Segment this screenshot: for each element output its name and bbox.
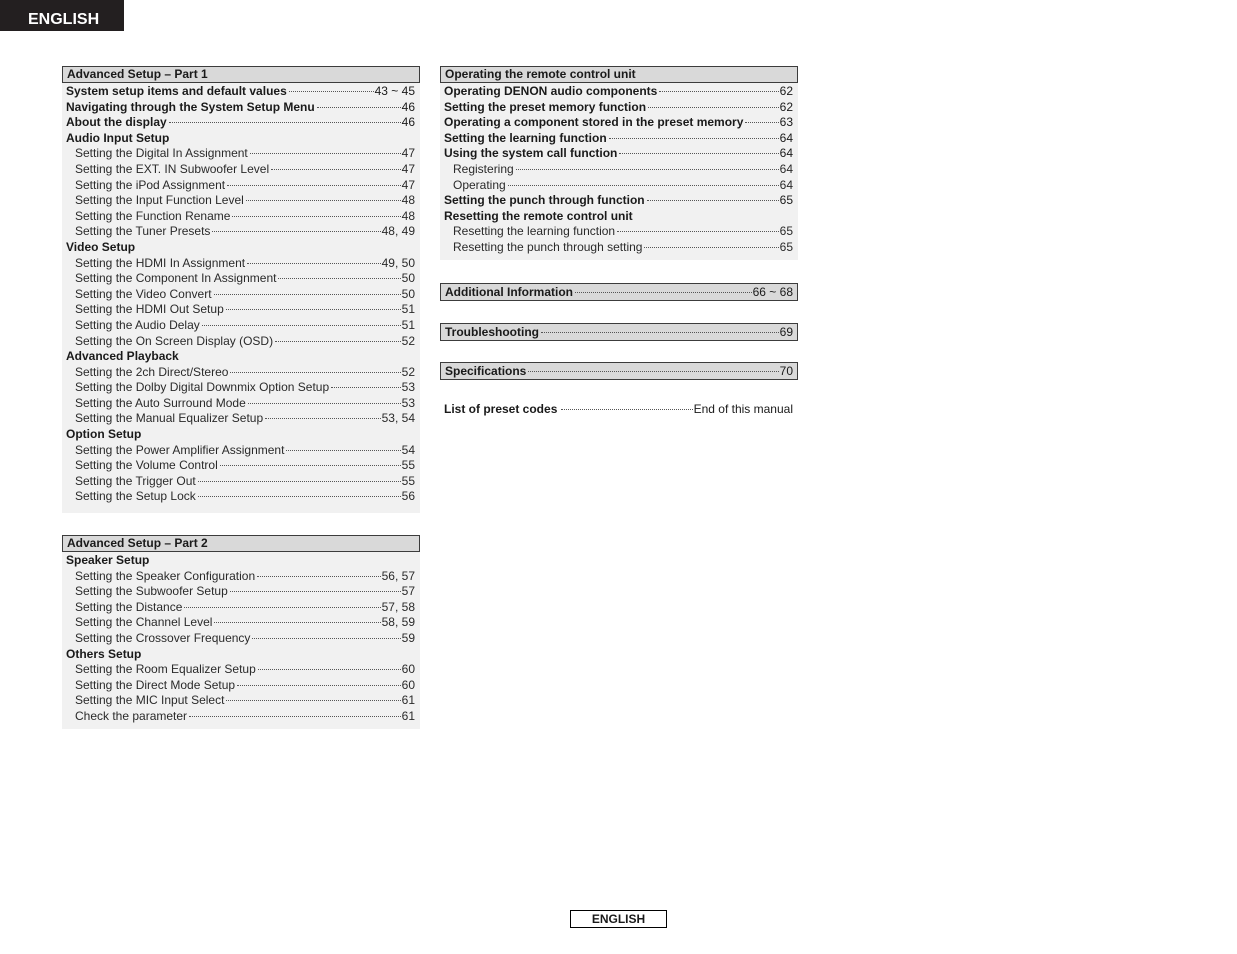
toc-group-heading (66, 131, 415, 147)
section-header: Operating the remote control unit (440, 66, 798, 83)
entry-title: Setting the Crossover Frequency (75, 630, 251, 645)
toc-list (440, 83, 798, 258)
dot-leader (202, 325, 401, 326)
toc-group-heading (66, 349, 415, 365)
entry-title: Setting the Tuner Presets (75, 224, 211, 239)
entry-title: Setting the Channel Level (75, 615, 213, 630)
toc-entry[interactable] (66, 693, 415, 709)
toc-entry[interactable] (444, 193, 793, 209)
entry-page: 59 (401, 630, 415, 645)
language-tab: ENGLISH (0, 0, 124, 31)
dot-leader (230, 372, 400, 373)
entry-title: Setting the iPod Assignment (75, 177, 226, 192)
entry-title: Troubleshooting (445, 325, 539, 339)
toc-entry[interactable] (66, 256, 415, 272)
entry-page: 49, 50 (381, 255, 415, 270)
entry-page: 47 (401, 161, 415, 176)
entry-title: Setting the EXT. IN Subwoofer Level (75, 161, 270, 176)
toc-entry[interactable] (444, 162, 793, 178)
dot-leader (214, 622, 380, 623)
entry-page: 48 (401, 193, 415, 208)
dot-leader (647, 200, 779, 201)
entry-page: 64 (779, 130, 793, 145)
entry-title: Setting the On Screen Display (OSD) (75, 333, 274, 348)
dot-leader (252, 638, 400, 639)
entry-title: Setting the Video Convert (75, 286, 212, 301)
toc-entry[interactable] (66, 146, 415, 162)
toc-entry[interactable] (66, 443, 415, 459)
entry-page: 47 (401, 177, 415, 192)
dot-leader (609, 138, 779, 139)
dot-leader (248, 403, 401, 404)
dot-leader (246, 200, 401, 201)
toc-entry[interactable] (444, 178, 793, 194)
entry-title: Audio Input Setup (66, 130, 170, 145)
entry-page: 61 (401, 708, 415, 723)
toc-entry[interactable] (66, 178, 415, 194)
entry-page: 55 (401, 473, 415, 488)
entry-title: Option Setup (66, 427, 142, 442)
entry-page: 52 (401, 364, 415, 379)
entry-title: Operating DENON audio components (444, 84, 658, 98)
entry-title: Setting the Function Rename (75, 208, 231, 223)
dot-leader (232, 216, 400, 217)
toc-entry[interactable] (66, 569, 415, 585)
toc-entry[interactable] (66, 615, 415, 631)
dot-leader (617, 231, 779, 232)
dot-leader (271, 169, 401, 170)
entry-page: 56 (401, 489, 415, 504)
entry-title: Setting the punch through function (444, 193, 645, 208)
dot-leader (528, 371, 778, 372)
toc-entry[interactable] (66, 584, 415, 600)
entry-title: Setting the Direct Mode Setup (75, 677, 236, 692)
toc-entry[interactable] (66, 678, 415, 694)
toc-entry[interactable] (444, 131, 793, 147)
entry-page: 65 (779, 224, 793, 239)
entry-page: 64 (779, 177, 793, 192)
entry-title: Setting the Subwoofer Setup (75, 584, 228, 599)
footer-language-label: ENGLISH (570, 910, 667, 928)
entry-title: Additional Information (445, 285, 573, 299)
entry-title: Resetting the punch through setting (453, 239, 643, 254)
toc-entry[interactable] (444, 84, 793, 100)
entry-page: 48, 49 (381, 224, 415, 239)
entry-title: Video Setup (66, 239, 136, 254)
entry-title: Setting the Power Amplifier Assignment (75, 442, 285, 457)
toc-entry[interactable] (66, 662, 415, 678)
dot-leader (198, 481, 401, 482)
dot-leader (212, 231, 380, 232)
dot-leader (331, 387, 401, 388)
entry-title: Setting the Setup Lock (75, 489, 196, 504)
toc-entry[interactable] (66, 489, 415, 505)
dot-leader (237, 685, 401, 686)
section-header: Advanced Setup – Part 2 (62, 535, 420, 552)
dot-leader (169, 122, 401, 123)
entry-title: Operating a component stored in the preset memory (444, 115, 744, 130)
toc-entry[interactable] (66, 162, 415, 178)
entry-title: Advanced Playback (66, 349, 179, 364)
toc-entry[interactable] (444, 224, 793, 240)
toc-entry[interactable] (66, 271, 415, 287)
dot-leader (659, 91, 778, 92)
toc-entry[interactable] (66, 365, 415, 381)
entry-title: Setting the Volume Control (75, 458, 218, 473)
dot-leader (214, 294, 401, 295)
entry-title: Navigating through the System Setup Menu (66, 99, 315, 114)
entry-title: Using the system call function (444, 146, 618, 161)
entry-title: Setting the Speaker Configuration (75, 568, 256, 583)
toc-entry[interactable] (66, 334, 415, 350)
toc-section-remote (440, 66, 798, 260)
dot-leader (250, 153, 401, 154)
toc-entry[interactable] (66, 318, 415, 334)
entry-title: Operating (453, 177, 506, 192)
dot-leader (508, 185, 779, 186)
dot-leader (317, 107, 401, 108)
entry-title: Speaker Setup (66, 553, 150, 567)
dot-leader (198, 496, 401, 497)
entry-page: 46 (401, 99, 415, 114)
entry-page: 53 (401, 395, 415, 410)
entry-title: Setting the 2ch Direct/Stereo (75, 364, 229, 379)
dot-leader (247, 263, 381, 264)
entry-page: 63 (779, 115, 793, 130)
toc-section-part1 (62, 66, 420, 513)
dot-leader (220, 465, 401, 466)
dot-leader (745, 122, 778, 123)
dot-leader (265, 418, 381, 419)
entry-page: 60 (401, 677, 415, 692)
entry-page: 66 ~ 68 (752, 285, 793, 299)
dot-leader (226, 700, 400, 701)
dot-leader (286, 450, 400, 451)
dot-leader (561, 409, 692, 410)
entry-title: Check the parameter (75, 708, 188, 723)
entry-title: About the display (66, 115, 167, 130)
entry-page: 61 (401, 693, 415, 708)
entry-page: 56, 57 (381, 568, 415, 583)
entry-title: Resetting the learning function (453, 224, 616, 239)
dot-leader (227, 185, 401, 186)
toc-entry[interactable] (66, 115, 415, 131)
toc-list (62, 83, 420, 507)
toc-entry[interactable] (66, 224, 415, 240)
entry-title: Setting the Dolby Digital Downmix Option Setup (75, 380, 330, 395)
dot-leader (644, 247, 778, 248)
entry-page: 64 (779, 161, 793, 176)
toc-entry[interactable] (66, 100, 415, 116)
toc-entry-additional-information[interactable] (440, 283, 798, 301)
entry-page: 48 (401, 208, 415, 223)
toc-entry[interactable] (66, 84, 415, 100)
toc-entry[interactable] (66, 411, 415, 427)
dot-leader (516, 169, 779, 170)
toc-entry[interactable] (66, 287, 415, 303)
entry-title: Setting the preset memory function (444, 99, 647, 114)
toc-section-part2 (62, 535, 420, 729)
entry-title: Setting the Trigger Out (75, 473, 196, 488)
toc-entry-specifications[interactable] (440, 362, 798, 380)
toc-entry-troubleshooting[interactable] (440, 323, 798, 341)
dot-leader (258, 669, 401, 670)
entry-page: 58, 59 (381, 615, 415, 630)
entry-page: 62 (779, 99, 793, 114)
entry-page: 50 (401, 286, 415, 301)
entry-page: 70 (779, 364, 793, 378)
entry-page: 50 (401, 271, 415, 286)
entry-title: Resetting the remote control unit (444, 208, 633, 223)
toc-entry[interactable] (66, 396, 415, 412)
entry-page: 47 (401, 146, 415, 161)
dot-leader (289, 91, 374, 92)
toc-entry[interactable] (66, 302, 415, 318)
toc-group-heading (66, 553, 415, 569)
entry-page: End of this manual (693, 402, 793, 416)
entry-title: Setting the Audio Delay (75, 317, 200, 332)
entry-page: 57, 58 (381, 599, 415, 614)
toc-entry[interactable] (66, 458, 415, 474)
entry-title: Setting the HDMI In Assignment (75, 255, 246, 270)
toc-group-heading (66, 647, 415, 663)
dot-leader (278, 278, 400, 279)
dot-leader (189, 716, 401, 717)
entry-page: 65 (779, 193, 793, 208)
toc-group-heading (444, 209, 793, 225)
toc-entry[interactable] (444, 146, 793, 162)
entry-title: Registering (453, 161, 514, 176)
entry-title: Setting the Distance (75, 599, 183, 614)
entry-page: 54 (401, 442, 415, 457)
toc-group-heading (66, 240, 415, 256)
entry-title: Setting the Room Equalizer Setup (75, 662, 256, 677)
dot-leader (275, 341, 401, 342)
dot-leader (257, 576, 381, 577)
dot-leader (541, 332, 779, 333)
toc-group-heading (66, 427, 415, 443)
toc-entry[interactable] (66, 380, 415, 396)
entry-title: Specifications (445, 364, 527, 378)
entry-title: Setting the Digital In Assignment (75, 146, 248, 161)
entry-page: 51 (401, 302, 415, 317)
entry-title: Setting the Manual Equalizer Setup (75, 411, 264, 426)
entry-page: 69 (779, 325, 793, 339)
entry-title: Others Setup (66, 646, 142, 661)
toc-entry[interactable] (66, 600, 415, 616)
toc-entry[interactable] (66, 474, 415, 490)
toc-entry[interactable] (66, 209, 415, 225)
dot-leader (230, 591, 401, 592)
entry-page: 46 (401, 115, 415, 130)
entry-page: 64 (779, 146, 793, 161)
toc-entry[interactable] (444, 115, 793, 131)
entry-title: List of preset codes (444, 402, 558, 416)
entry-title: Setting the Auto Surround Mode (75, 395, 246, 410)
entry-title: Setting the Component In Assignment (75, 271, 277, 286)
entry-page: 53, 54 (381, 411, 415, 426)
dot-leader (619, 153, 778, 154)
toc-entry-preset-codes[interactable] (444, 401, 793, 417)
dot-leader (226, 309, 401, 310)
section-header: Advanced Setup – Part 1 (62, 66, 420, 83)
entry-page: 53 (401, 380, 415, 395)
entry-page: 62 (779, 84, 793, 98)
entry-title: System setup items and default values (66, 84, 287, 98)
entry-page: 43 ~ 45 (374, 84, 415, 98)
toc-entry[interactable] (66, 631, 415, 647)
toc-entry[interactable] (66, 709, 415, 725)
entry-page: 51 (401, 317, 415, 332)
entry-page: 55 (401, 458, 415, 473)
entry-page: 65 (779, 239, 793, 254)
dot-leader (184, 607, 380, 608)
toc-entry[interactable] (444, 240, 793, 256)
entry-title: Setting the MIC Input Select (75, 693, 225, 708)
entry-page: 57 (401, 584, 415, 599)
entry-title: Setting the learning function (444, 130, 607, 145)
entry-title: Setting the Input Function Level (75, 193, 244, 208)
entry-page: 60 (401, 662, 415, 677)
toc-list (62, 552, 420, 727)
dot-leader (575, 292, 752, 293)
entry-page: 52 (401, 333, 415, 348)
dot-leader (648, 107, 779, 108)
entry-title: Setting the HDMI Out Setup (75, 302, 224, 317)
toc-entry[interactable] (66, 193, 415, 209)
toc-entry[interactable] (444, 100, 793, 116)
